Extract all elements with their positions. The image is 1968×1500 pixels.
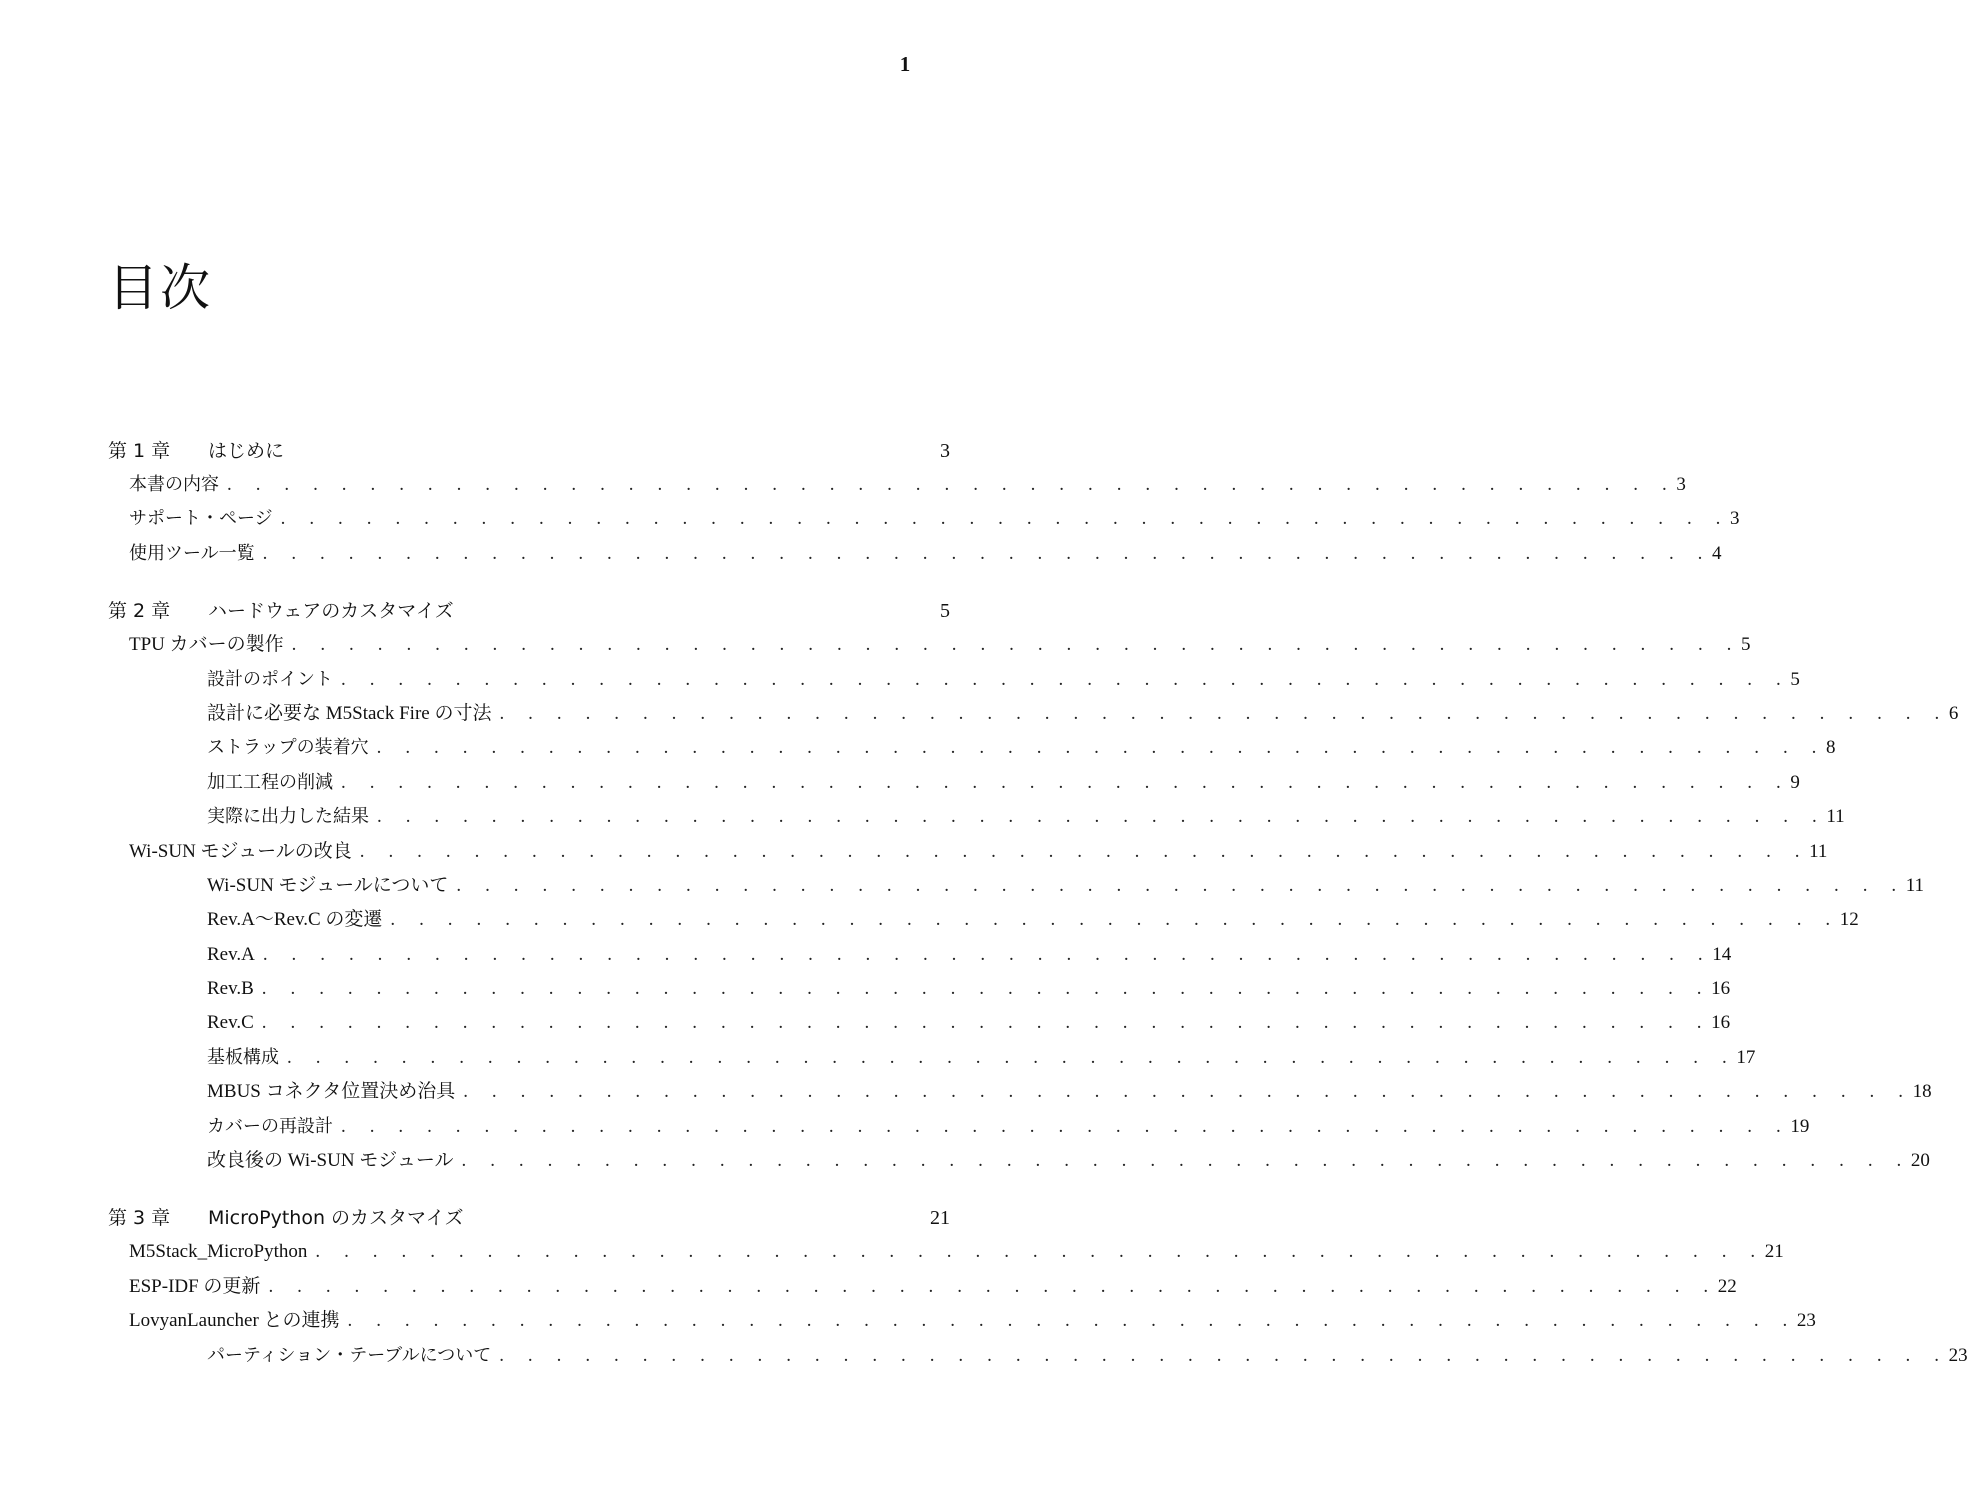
- subsection-page: 9: [1790, 771, 1800, 793]
- toc-subsection[interactable]: [108, 869, 1925, 903]
- dot-leader: . . . . . . . . . . . . . . . . . . . . . . . . . . . . . . . . . . . . . . . . . . . . . . . . . . .: [347, 1310, 1797, 1332]
- toc-subsection[interactable]: [108, 903, 1859, 937]
- toc-subsection[interactable]: [108, 1041, 1756, 1075]
- toc-title: 目次: [108, 259, 212, 317]
- dot-leader: . . . . . . . . . . . . . . . . . . . . . . . . . . . . . . . . . . . . . . . . . . . . . . . . . . .: [287, 1046, 1737, 1068]
- subsection-title: 実際に出力した結果: [207, 806, 369, 828]
- toc-section[interactable]: [108, 468, 1686, 502]
- dot-leader: . . . . . . . . . . . . . . . . . . . . . . . . . . . . . . . . . . . . . . . . . . . . . . . . . . .: [499, 1344, 1949, 1366]
- subsection-title: 設計のポイント: [207, 668, 333, 690]
- section-page: 3: [1676, 474, 1686, 495]
- chapter-page: 3: [940, 440, 950, 462]
- subsection-title: カバーの再設計: [207, 1115, 333, 1137]
- subsection-page: 14: [1712, 943, 1732, 965]
- section-page: 21: [1764, 1241, 1784, 1263]
- dot-leader: . . . . . . . . . . . . . . . . . . . . . . . . . . . . . . . . . . . . . . . . . . . . . . . . . . .: [341, 1115, 1791, 1137]
- chapter-title: MicroPython のカスタマイズ: [208, 1207, 464, 1230]
- subsection-page: 6: [1948, 702, 1959, 724]
- toc-subsection[interactable]: [108, 1339, 1968, 1373]
- dot-leader: . . . . . . . . . . . . . . . . . . . . . . . . . . . . . . . . . . . . . . . . . . . . . . . . . . .: [376, 737, 1826, 759]
- subsection-title: 設計に必要な M5Stack Fire の寸法: [207, 702, 492, 724]
- subsection-page: 17: [1736, 1046, 1756, 1068]
- section-page: 4: [1712, 542, 1722, 564]
- toc-chapter-3[interactable]: [108, 1201, 950, 1235]
- toc-section[interactable]: [108, 537, 1722, 571]
- subsection-title: Rev.B: [207, 978, 254, 1000]
- chapter-number: 第 1 章: [108, 440, 171, 462]
- toc-subsection[interactable]: [108, 1006, 1731, 1040]
- toc-section[interactable]: [108, 628, 1751, 662]
- subsection-title: 改良後の Wi-SUN モジュール: [207, 1150, 454, 1172]
- dot-leader: . . . . . . . . . . . . . . . . . . . . . . . . . . . . . . . . . . . . . . . . . . . . . . . . . . .: [227, 474, 1677, 495]
- toc-section[interactable]: [108, 835, 1828, 869]
- toc-chapter-1[interactable]: [108, 434, 950, 468]
- subsection-page: 18: [1912, 1081, 1932, 1103]
- section-page: 11: [1809, 840, 1828, 862]
- toc-subsection[interactable]: [108, 972, 1731, 1006]
- chapter-page: 21: [930, 1207, 950, 1230]
- dot-leader: . . . . . . . . . . . . . . . . . . . . . . . . . . . . . . . . . . . . . . . . . . . . . . . . . . .: [341, 668, 1791, 690]
- chapter-number: 第 3 章: [108, 1207, 171, 1230]
- section-title: M5Stack_MicroPython: [129, 1241, 308, 1263]
- dot-leader: . . . . . . . . . . . . . . . . . . . . . . . . . . . . . . . . . . . . . . . . . . . . . . . . . . .: [262, 943, 1713, 965]
- dot-leader: . . . . . . . . . . . . . . . . . . . . . . . . . . . . . . . . . . . . . . . . . . . . . . . . . . .: [463, 1081, 1913, 1103]
- subsection-title: Rev.A～Rev.C の変遷: [207, 909, 383, 931]
- subsection-page: 5: [1790, 668, 1800, 690]
- subsection-page: 8: [1826, 737, 1836, 759]
- dot-leader: . . . . . . . . . . . . . . . . . . . . . . . . . . . . . . . . . . . . . . . . . . . . . . . . . . .: [456, 874, 1906, 896]
- dot-leader: . . . . . . . . . . . . . . . . . . . . . . . . . . . . . . . . . . . . . . . . . . . . . . . . . . .: [261, 1012, 1712, 1034]
- subsection-title: 加工工程の削減: [207, 771, 333, 793]
- dot-leader: . . . . . . . . . . . . . . . . . . . . . . . . . . . . . . . . . . . . . . . . . . . . . . . . . . .: [499, 702, 1949, 724]
- toc-subsection[interactable]: [108, 938, 1732, 972]
- dot-leader: . . . . . . . . . . . . . . . . . . . . . . . . . . . . . . . . . . . . . . . . . . . . . . . . . . .: [262, 542, 1712, 564]
- toc-subsection[interactable]: [108, 663, 1800, 697]
- toc-subsection[interactable]: [108, 731, 1836, 765]
- toc-subsection[interactable]: [108, 766, 1800, 800]
- subsection-title: Rev.A: [207, 943, 255, 965]
- subsection-title: Rev.C: [207, 1012, 254, 1034]
- subsection-page: 16: [1711, 1012, 1731, 1034]
- dot-leader: . . . . . . . . . . . . . . . . . . . . . . . . . . . . . . . . . . . . . . . . . . . . . . . . . . .: [291, 634, 1742, 656]
- chapter-title: ハードウェアのカスタマイズ: [208, 600, 454, 623]
- dot-leader: . . . . . . . . . . . . . . . . . . . . . . . . . . . . . . . . . . . . . . . . . . . . . . . . . . .: [261, 978, 1712, 1000]
- toc-subsection[interactable]: [108, 800, 1845, 834]
- toc-chapter-2[interactable]: [108, 594, 950, 628]
- chapter-page: 5: [940, 600, 950, 623]
- dot-leader: . . . . . . . . . . . . . . . . . . . . . . . . . . . . . . . . . . . . . . . . . . . . . . . . . . .: [461, 1150, 1911, 1172]
- subsection-page: 11: [1826, 806, 1845, 828]
- dot-leader: . . . . . . . . . . . . . . . . . . . . . . . . . . . . . . . . . . . . . . . . . . . . . . . . . . .: [377, 806, 1827, 828]
- section-title: 使用ツール一覧: [129, 542, 255, 564]
- dot-leader: . . . . . . . . . . . . . . . . . . . . . . . . . . . . . . . . . . . . . . . . . . . . . . . . . . .: [390, 909, 1840, 931]
- section-title: TPU カバーの製作: [129, 634, 284, 656]
- section-title: サポート・ページ: [129, 508, 273, 530]
- section-page: 5: [1741, 634, 1751, 656]
- dot-leader: . . . . . . . . . . . . . . . . . . . . . . . . . . . . . . . . . . . . . . . . . . . . . . . . . . .: [268, 1275, 1718, 1297]
- chapter-title: はじめに: [208, 440, 285, 462]
- subsection-page: 11: [1905, 874, 1925, 896]
- section-title: 本書の内容: [129, 474, 219, 495]
- dot-leader: . . . . . . . . . . . . . . . . . . . . . . . . . . . . . . . . . . . . . . . . . . . . . . . . . . .: [359, 840, 1810, 862]
- section-title: Wi-SUN モジュールの改良: [129, 840, 352, 862]
- section-title: ESP-IDF の更新: [129, 1275, 261, 1297]
- table-of-contents: [108, 434, 1968, 1373]
- section-title: LovyanLauncher との連携: [129, 1310, 340, 1332]
- toc-section[interactable]: [108, 1270, 1737, 1304]
- subsection-title: Wi-SUN モジュールについて: [207, 874, 449, 896]
- subsection-title: MBUS コネクタ位置決め治具: [207, 1081, 456, 1103]
- dot-leader: . . . . . . . . . . . . . . . . . . . . . . . . . . . . . . . . . . . . . . . . . . . . . . . . . . .: [341, 771, 1791, 793]
- toc-section[interactable]: [108, 1304, 1816, 1338]
- toc-section[interactable]: [108, 502, 1740, 536]
- toc-subsection[interactable]: [108, 697, 1959, 731]
- subsection-title: パーティション・テーブルについて: [207, 1344, 492, 1366]
- toc-section[interactable]: [108, 1235, 1784, 1269]
- subsection-page: 23: [1948, 1344, 1968, 1366]
- subsection-page: 16: [1711, 978, 1731, 1000]
- chapter-number: 第 2 章: [108, 600, 171, 623]
- subsection-page: 19: [1790, 1115, 1810, 1137]
- subsection-title: 基板構成: [207, 1046, 279, 1068]
- section-page: 22: [1717, 1275, 1737, 1297]
- dot-leader: . . . . . . . . . . . . . . . . . . . . . . . . . . . . . . . . . . . . . . . . . . . . . . . . . . .: [280, 508, 1730, 530]
- page-number: 1: [899, 52, 911, 76]
- subsection-page: 20: [1910, 1150, 1930, 1172]
- subsection-title: ストラップの装着穴: [207, 737, 369, 759]
- toc-subsection[interactable]: [108, 1075, 1932, 1109]
- dot-leader: . . . . . . . . . . . . . . . . . . . . . . . . . . . . . . . . . . . . . . . . . . . . . . . . . . .: [315, 1241, 1765, 1263]
- section-page: 23: [1796, 1310, 1816, 1332]
- toc-subsection[interactable]: [108, 1144, 1930, 1178]
- section-page: 3: [1730, 508, 1740, 530]
- subsection-page: 12: [1839, 909, 1859, 931]
- toc-subsection[interactable]: [108, 1110, 1810, 1144]
